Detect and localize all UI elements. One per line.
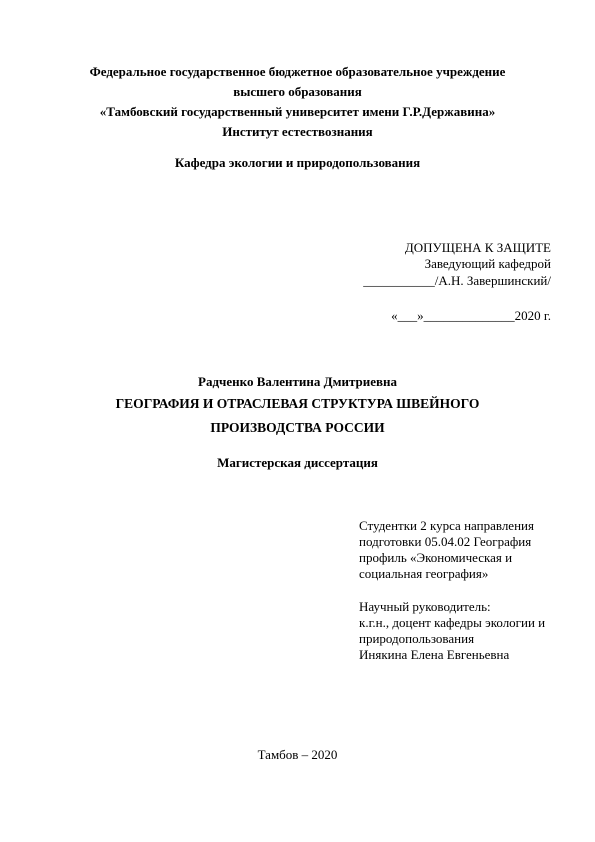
- student-line-3: профиль «Экономическая и: [359, 550, 513, 565]
- thesis-title-line-1: ГЕОГРАФИЯ И ОТРАСЛЕВАЯ СТРУКТУРА ШВЕЙНОГО: [115, 396, 480, 411]
- approval-signature: ___________/А.Н. Завершинский/: [363, 273, 551, 288]
- student-line-2: подготовки 05.04.02 География: [359, 534, 532, 549]
- author-name: Радченко Валентина Дмитриевна: [198, 374, 397, 389]
- supervisor-line-2: к.г.н., доцент кафедры экологии и: [359, 615, 546, 630]
- institute-name: Институт естествознания: [222, 124, 373, 139]
- approval-role: Заведующий кафедрой: [424, 256, 551, 271]
- student-line-1: Студентки 2 курса направления: [359, 518, 534, 533]
- thesis-title-line-2: ПРОИЗВОДСТВА РОССИИ: [210, 420, 385, 435]
- city-year: Тамбов – 2020: [257, 747, 338, 762]
- institution-line-2: высшего образования: [233, 84, 362, 99]
- supervisor-line-3: природопользования: [359, 631, 475, 646]
- approval-date: «___»______________2020 г.: [391, 308, 551, 323]
- thesis-type: Магистерская диссертация: [217, 455, 378, 470]
- supervisor-line-1: Научный руководитель:: [359, 599, 491, 614]
- department-name: Кафедра экологии и природопользования: [174, 155, 421, 170]
- supervisor-name: Инякина Елена Евгеньевна: [359, 647, 510, 662]
- student-line-4: социальная география»: [359, 566, 489, 581]
- institution-line-1: Федеральное государственное бюджетное образовательное учреждение: [89, 64, 506, 79]
- university-name: «Тамбовский государственный университет имени Г.Р.Державина»: [99, 104, 496, 119]
- approval-title: ДОПУЩЕНА К ЗАЩИТЕ: [404, 240, 551, 255]
